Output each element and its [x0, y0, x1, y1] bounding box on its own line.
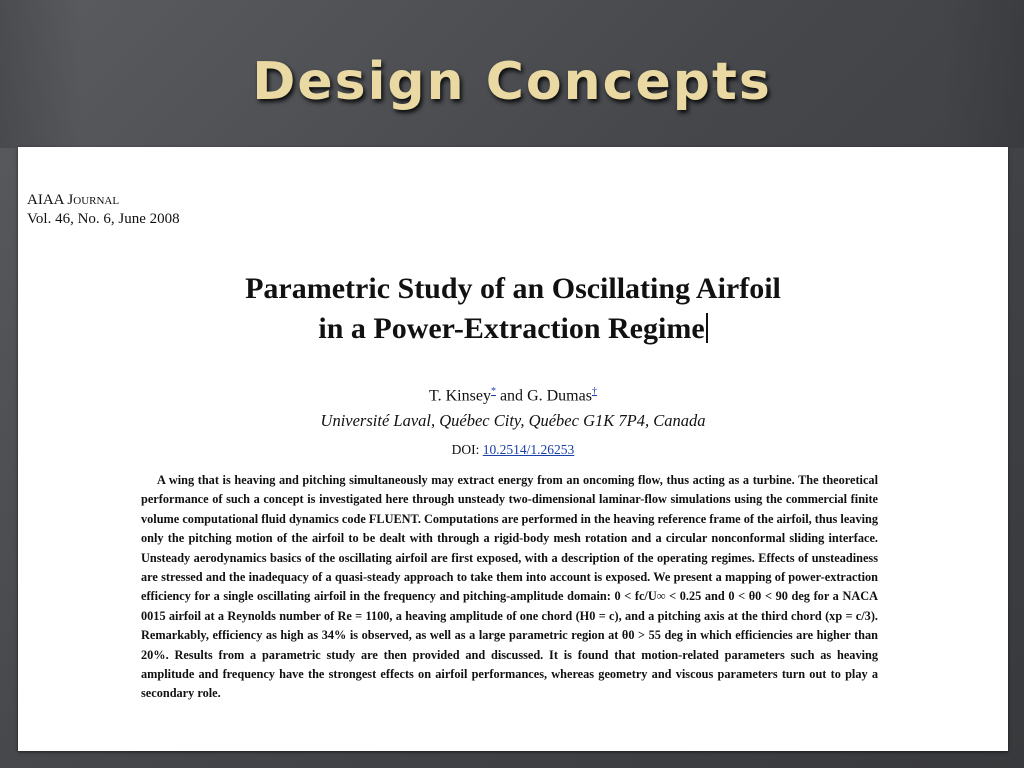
- doi: [18, 442, 1008, 458]
- authors-and: and: [495, 387, 528, 405]
- author-2: G. Dumas: [527, 387, 592, 405]
- journal-info: [27, 191, 180, 229]
- paper-title-line1: Parametric Study of an Oscillating Airfoil: [245, 272, 781, 305]
- paper-screenshot: [18, 147, 1008, 751]
- authors: [18, 386, 1008, 405]
- author-1: T. Kinsey: [429, 387, 491, 405]
- text-cursor: [706, 313, 708, 343]
- author-1-footnote-link[interactable]: *: [490, 386, 496, 397]
- paper-title-line2: [18, 309, 1008, 349]
- doi-link[interactable]: 10.2514/1.26253: [482, 442, 575, 457]
- abstract: A wing that is heaving and pitching simultaneously may extract energy from an oncoming flow, thus acting as a turbine. The theoretical performance of such a concept is investigated here through unsteady two-dimensional laminar-flow simulations using the commercial finite volume computational fluid dynamics code FLUENT. Computations are performed in the heaving reference frame of the airfoil, thus leaving only the pitching motion of the airfoil to be dealt with through a rigid-body mesh rotation and a circular nonconformal sliding interface. Unsteady aerodynamics basics of the oscillating airfoil are first exposed, with a description of the operating regimes. Effects of unsteadiness are stressed and the inadequacy of a quasi-steady approach to take them into account is exposed. We present a mapping of power-extraction efficiency for a single oscillating airfoil in the frequency and pitching-amplitude domain: 0 < fc/U∞ < 0.25 and 0 < θ0 < 90 deg for a NACA 0015 airfoil at a Reynolds number of Re = 1100, a heaving amplitude of one chord (H0 = c), and a pitching axis at the third chord (xp = c/3). Remarkably, efficiency as high as 34% is observed, as well as a large parametric region at θ0 > 55 deg in which efficiencies are higher than 20%. Results from a parametric study are then provided and discussed. It is found that motion-related parameters such as heaving amplitude and frequency have the strongest effects on airfoil performances, whereas geometry and viscous parameters turn out to play a secondary role.: [141, 473, 878, 701]
- slide-title: Design Concepts: [252, 52, 772, 112]
- affiliation: Université Laval, Québec City, Québec G1K 7P4, Canada: [320, 411, 706, 430]
- paper-title-line2-text: in a Power-Extraction Regime: [318, 312, 705, 345]
- author-2-footnote-link[interactable]: †: [591, 386, 597, 397]
- journal-issue: Vol. 46, No. 6, June 2008: [27, 211, 180, 227]
- doi-label: DOI:: [451, 442, 483, 457]
- paper-title[interactable]: [18, 269, 1008, 349]
- journal-name: AIAA Journal: [27, 192, 120, 208]
